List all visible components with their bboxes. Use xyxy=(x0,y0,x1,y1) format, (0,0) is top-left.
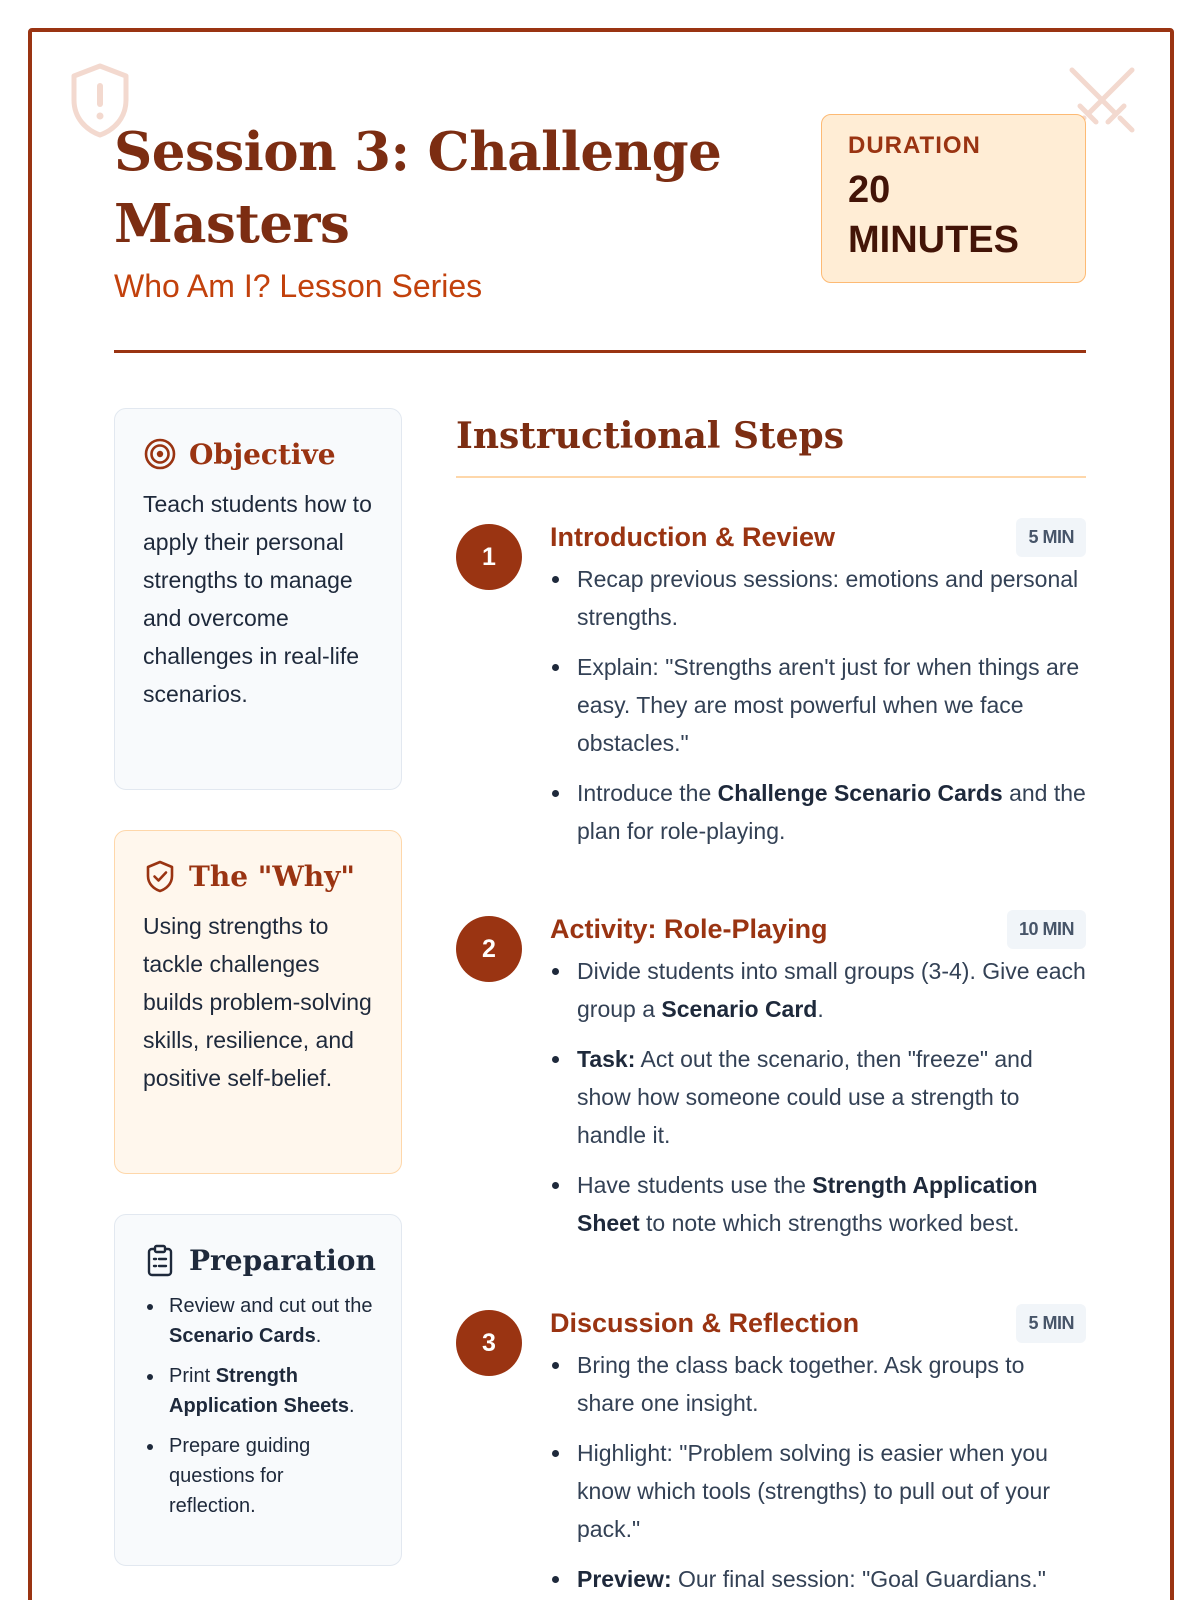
why-card xyxy=(114,830,402,1174)
header-divider xyxy=(114,350,1086,353)
step-number: 2 xyxy=(456,916,522,982)
preparation-list xyxy=(143,1291,375,1521)
instructional-steps xyxy=(456,408,1086,1600)
list-item: Recap previous sessions: emotions and personal strengths. xyxy=(550,560,1086,636)
step-bullets xyxy=(550,952,1086,1242)
why-title: The "Why" xyxy=(189,859,356,893)
step-title: Introduction & Review xyxy=(550,521,836,552)
step-number: 3 xyxy=(456,1310,522,1376)
step-bullets xyxy=(550,1346,1086,1598)
steps-title: Instructional Steps xyxy=(456,408,1086,478)
list-item: Divide students into small groups (3-4). Give each group a Scenario Card. xyxy=(550,952,1086,1028)
list-item: Introduce the Challenge Scenario Cards and the plan for role-playing. xyxy=(550,774,1086,850)
shield-check-icon xyxy=(143,859,177,893)
list-item: Print Strength Application Sheets. xyxy=(143,1361,375,1421)
duration-box xyxy=(821,114,1086,283)
objective-title: Objective xyxy=(189,437,336,471)
list-item: Review and cut out the Scenario Cards. xyxy=(143,1291,375,1351)
clipboard-icon xyxy=(143,1243,177,1277)
step-duration-badge: 5 MIN xyxy=(1016,1304,1086,1343)
list-item: Prepare guiding questions for reflection. xyxy=(143,1431,375,1521)
step-duration-badge: 5 MIN xyxy=(1016,518,1086,557)
list-item: Have students use the Strength Application Sheet to note which strengths worked best. xyxy=(550,1166,1086,1242)
preparation-card xyxy=(114,1214,402,1566)
step-bullets xyxy=(550,560,1086,850)
step-duration-badge: 10 MIN xyxy=(1007,910,1086,949)
why-text: Using strengths to tackle challenges builds problem-solving skills, resilience, and positive self-belief. xyxy=(143,913,372,1091)
page-title: Session 3: Challenge Masters xyxy=(114,121,722,255)
duration-label: DURATION xyxy=(848,132,981,159)
list-item: Preview: Our final session: "Goal Guardians." xyxy=(550,1560,1086,1598)
list-item: Highlight: "Problem solving is easier when you know which tools (strengths) to pull out of your pack." xyxy=(550,1434,1086,1548)
list-item: Bring the class back together. Ask groups to share one insight. xyxy=(550,1346,1086,1422)
objective-card xyxy=(114,408,402,790)
step-title: Discussion & Reflection xyxy=(550,1307,860,1338)
objective-text: Teach students how to apply their personal strengths to manage and overcome challenges in real-life scenarios. xyxy=(143,491,372,707)
preparation-title: Preparation xyxy=(189,1243,376,1277)
list-item: Explain: "Strengths aren't just for when things are easy. They are most powerful when we face obstacles." xyxy=(550,648,1086,762)
step-number: 1 xyxy=(456,524,522,590)
series-subtitle: Who Am I? Lesson Series xyxy=(114,268,483,304)
target-icon xyxy=(143,437,177,471)
list-item: Task: Act out the scenario, then "freeze" and show how someone could use a strength to handle it. xyxy=(550,1040,1086,1154)
step-title: Activity: Role-Playing xyxy=(550,913,828,944)
duration-value: 20 MINUTES xyxy=(848,169,1019,261)
